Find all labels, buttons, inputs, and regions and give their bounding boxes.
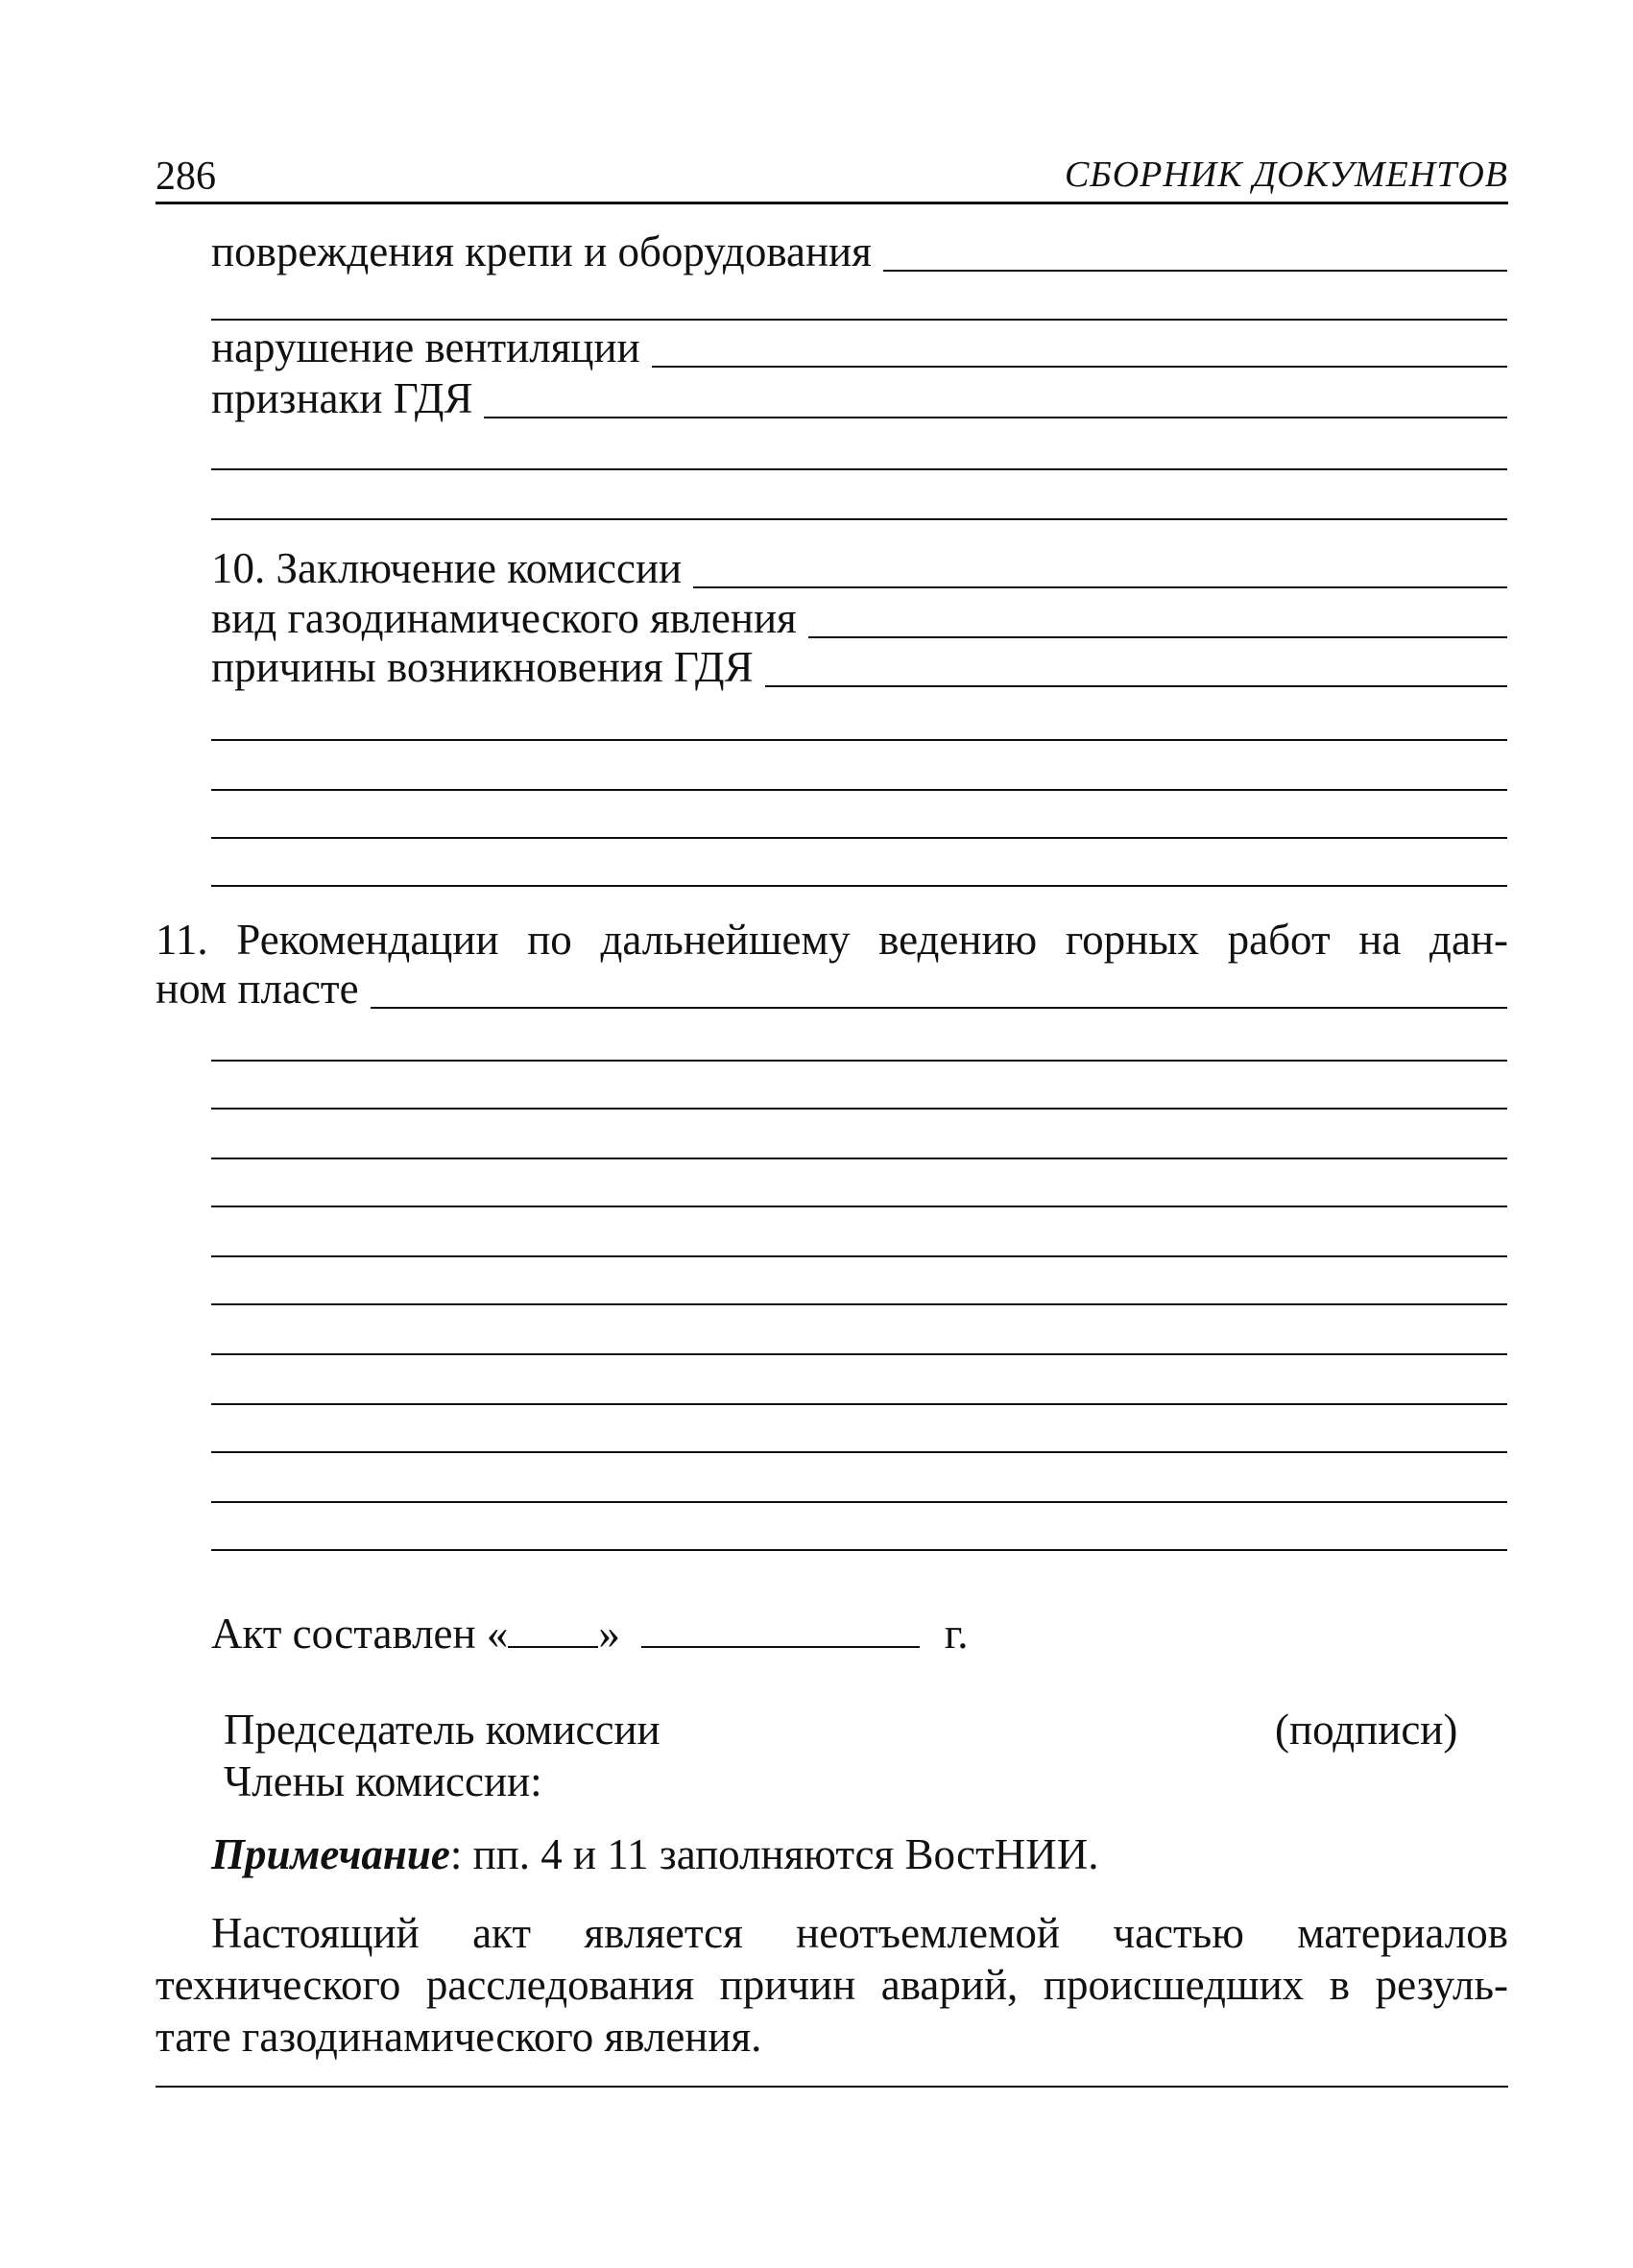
ventilation-blank[interactable]: [652, 365, 1507, 368]
ventilation-field: [211, 323, 1507, 371]
fill-line[interactable]: [211, 885, 1507, 887]
damage-field: [211, 227, 1507, 275]
fill-line[interactable]: [211, 837, 1507, 839]
closing-line-1: Настоящий акт является неотъемлемой частью материалов: [211, 1909, 1508, 1957]
closing-line-3: тате газодинамического явления.: [156, 2013, 762, 2061]
fill-line[interactable]: [211, 789, 1507, 791]
causes-field: [211, 643, 1507, 691]
fill-line[interactable]: [211, 1403, 1507, 1405]
signs-blank[interactable]: [484, 416, 1507, 418]
note: [211, 1830, 1099, 1878]
causes-blank[interactable]: [765, 684, 1507, 687]
type-label: вид газодинамического явления: [211, 594, 797, 642]
recommendations-label: ном пласте: [156, 965, 359, 1013]
damage-label: повреждения крепи и оборудования: [211, 227, 872, 275]
fill-line[interactable]: [211, 518, 1507, 520]
act-year-suffix: г.: [944, 1610, 969, 1658]
members-label: Члены комиссии:: [224, 1757, 542, 1805]
fill-line[interactable]: [211, 468, 1507, 470]
recommendations-heading: 11. Рекомендации по дальнейшему ведению горных работ на дан-: [156, 916, 1508, 964]
type-blank[interactable]: [808, 635, 1507, 638]
act-composed-prefix: Акт составлен «: [211, 1610, 509, 1658]
causes-label: причины возникновения ГДЯ: [211, 643, 754, 691]
note-text: : пп. 4 и 11 заполняются ВостНИИ.: [449, 1830, 1099, 1878]
conclusion-label: 10. Заключение комиссии: [211, 544, 683, 592]
fill-line[interactable]: [211, 1108, 1507, 1110]
chairman-label: Председатель комиссии: [224, 1706, 660, 1754]
running-title: СБОРНИК ДОКУМЕНТОВ: [1064, 155, 1508, 195]
page-number: 286: [156, 155, 216, 199]
fill-line[interactable]: [211, 1158, 1507, 1159]
signs-label: признаки ГДЯ: [211, 374, 473, 422]
fill-line[interactable]: [211, 1255, 1507, 1257]
day-blank[interactable]: [508, 1645, 598, 1648]
bottom-rule: [156, 2086, 1508, 2088]
page-header: [156, 154, 1508, 204]
fill-line[interactable]: [211, 1353, 1507, 1355]
month-blank[interactable]: [641, 1645, 920, 1648]
fill-line[interactable]: [211, 739, 1507, 741]
act-date-line: [211, 1612, 969, 1656]
fill-line[interactable]: [211, 1451, 1507, 1453]
recommendations-blank[interactable]: [371, 1006, 1507, 1009]
conclusion-blank[interactable]: [693, 585, 1507, 588]
fill-line[interactable]: [211, 1206, 1507, 1207]
fill-line[interactable]: [211, 1501, 1507, 1503]
recommendations-field: [156, 967, 1507, 1011]
fill-line[interactable]: [211, 1549, 1507, 1551]
fill-line[interactable]: [211, 1303, 1507, 1305]
damage-blank[interactable]: [883, 269, 1507, 272]
ventilation-label: нарушение вентиляции: [211, 323, 640, 371]
fill-line[interactable]: [211, 1060, 1507, 1062]
act-quote-close: »: [598, 1610, 620, 1658]
signs-field: [211, 374, 1507, 422]
fill-line[interactable]: [211, 319, 1507, 321]
closing-line-2: технического расследования причин аварий, происшедших в резуль-: [156, 1961, 1508, 2009]
note-label: Примечание: [211, 1830, 450, 1878]
conclusion-field: [211, 544, 1507, 592]
type-field: [211, 594, 1507, 642]
signatures-label: (подписи): [1275, 1706, 1458, 1754]
